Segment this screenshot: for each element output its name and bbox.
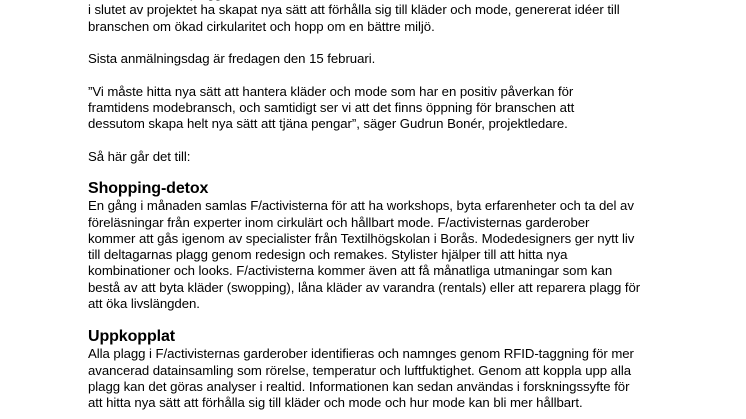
text-line: ”Vi måste hitta nya sätt att hantera kläder och mode som har en positiv påverkan för <box>88 83 574 99</box>
text-line: Sista anmälningsdag är fredagen den 15 februari. <box>88 51 376 67</box>
text-line: bestå av att byta kläder (swopping), låna kläder av varandra (rentals) eller att reparera plagg för <box>88 279 641 295</box>
text-line: avancerad datainsamling som rörelse, temperatur och luftfuktighet. Genom att koppla upp alla <box>88 362 631 378</box>
text-line: plagg kan det göras analyser i realtid. Informationen kan sedan användas i forskningssyfte för <box>88 378 630 394</box>
text-line: branschen om ökad cirkularitet och hopp om en bättre miljö. <box>88 18 435 34</box>
howto-paragraph <box>88 149 668 165</box>
text-line: kombinationer och looks. F/activisterna kommer även att få månatliga utmaningar som kan <box>88 263 613 279</box>
text-line: Alla plagg i F/activisternas garderober identifieras och namnges genom RFID-taggning för mer <box>88 346 634 362</box>
text-line: till deltagarnas plagg genom redesign och remakes. Stylister hjälper till att hitta nya <box>88 247 568 263</box>
shopping-detox-paragraph <box>88 198 668 312</box>
text-line: i slutet av projektet ha skapat nya sätt att förhålla sig till kläder och mode, genererat idéer till <box>88 2 620 18</box>
text-line: En gång i månaden samlas F/activisterna för att ha workshops, byta erfarenheter och ta del av <box>88 198 634 214</box>
text-line: att hitta nya sätt att förhålla sig till kläder och mode och hur mode kan bli mer hållbart. <box>88 395 583 411</box>
deadline-paragraph <box>88 51 668 67</box>
text-line: föreläsningar från experter inom cirkulärt och hållbart mode. F/activisternas garderober <box>88 214 590 230</box>
uppkopplat-paragraph <box>88 346 668 411</box>
text-line: Så här går det till: <box>88 148 191 164</box>
quote-paragraph <box>88 84 668 133</box>
intro-paragraph <box>88 0 668 35</box>
section-heading-shopping-detox: Shopping-detox <box>88 180 209 198</box>
text-line: kommer att gås igenom av specialister från Textilhögskolan i Borås. Modedesigners ger nytt liv <box>88 230 635 246</box>
text-line: att öka livslängden. <box>88 296 200 312</box>
text-line: framtidens modebransch, och samtidigt ser vi att det finns öppning för branschen att <box>88 100 575 116</box>
document-page <box>88 0 668 412</box>
text-line: dessutom skapa helt nya sätt att tjäna pengar”, säger Gudrun Bonér, projektledare. <box>88 116 568 132</box>
section-heading-uppkopplat: Uppkopplat <box>88 328 175 346</box>
